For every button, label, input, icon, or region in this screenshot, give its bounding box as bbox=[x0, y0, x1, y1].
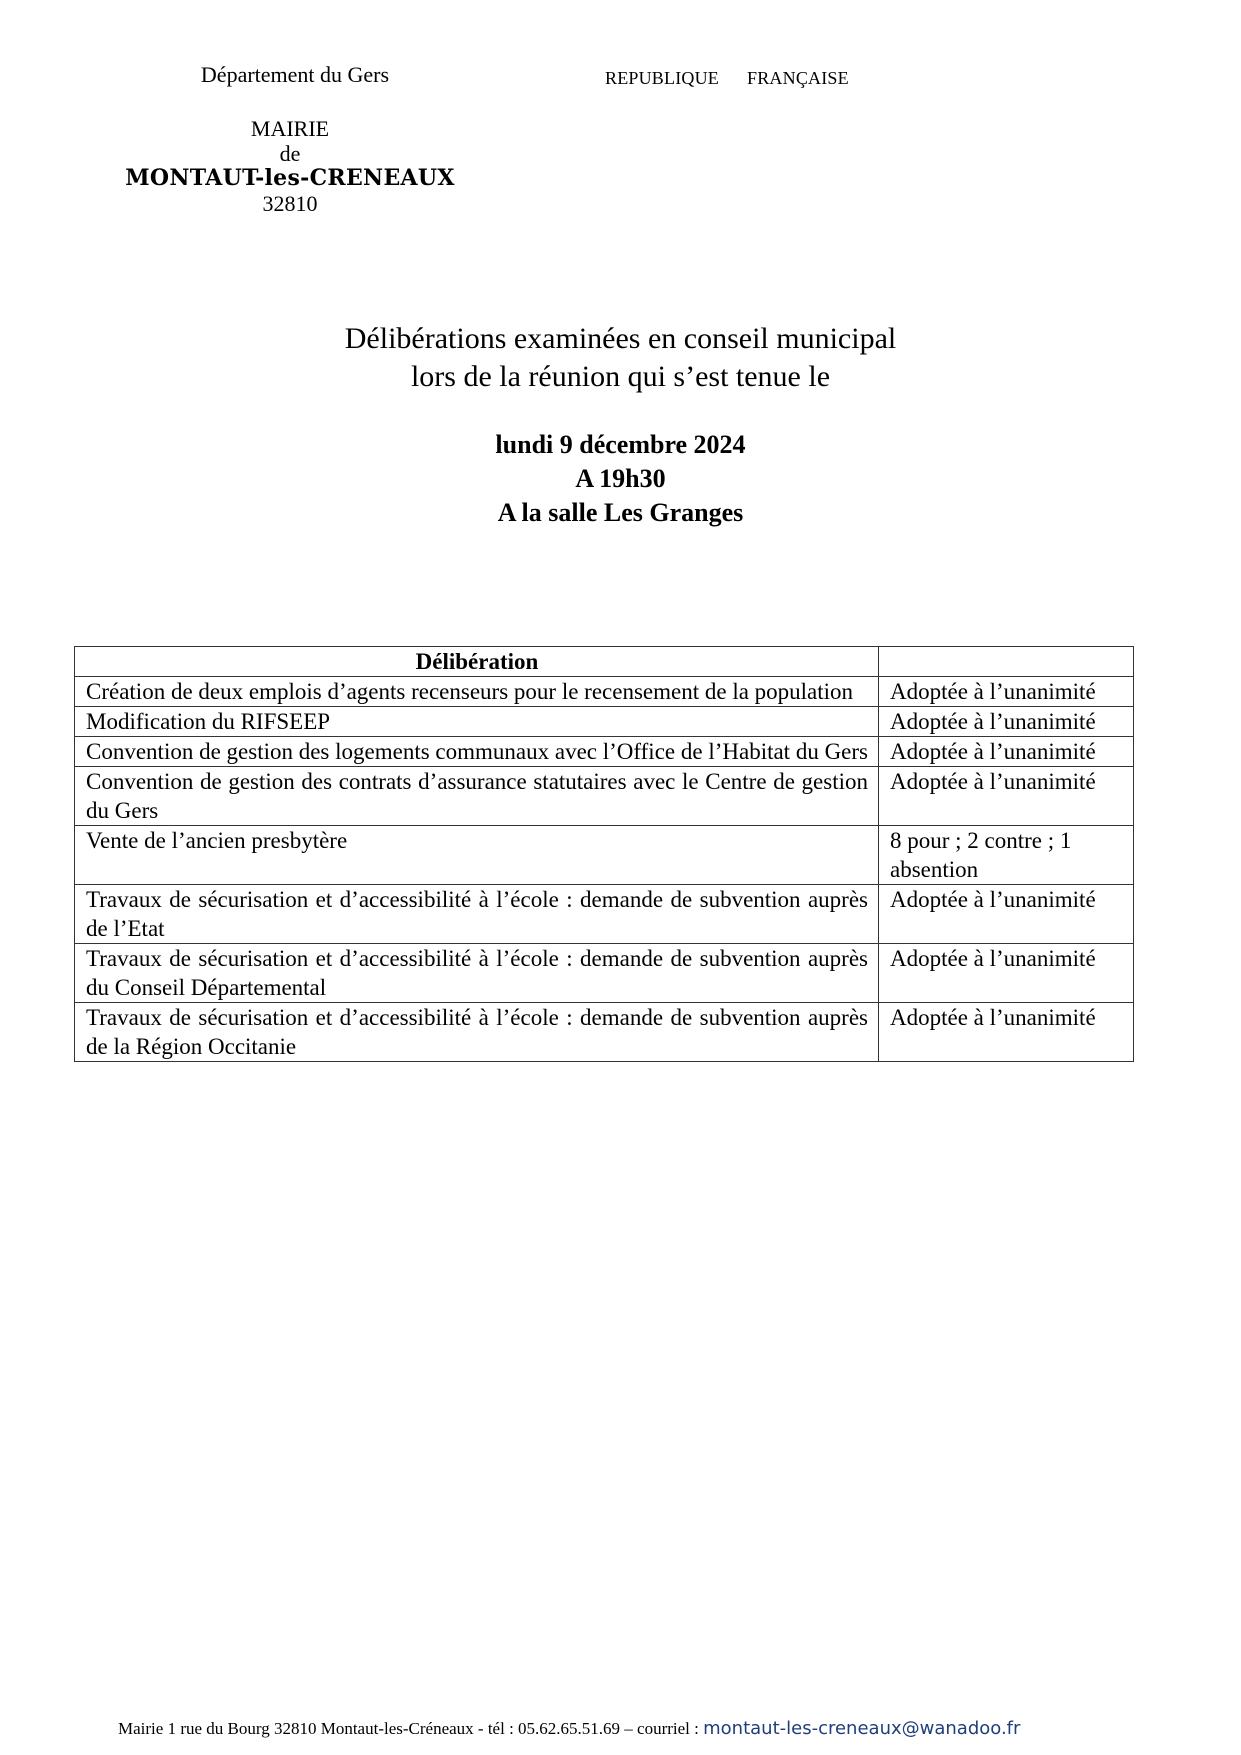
mairie-header bbox=[100, 116, 480, 216]
deliberations-table bbox=[74, 646, 1134, 1062]
table-row bbox=[75, 826, 1134, 885]
republique-francaise-label bbox=[605, 68, 849, 89]
table-row bbox=[75, 885, 1134, 944]
document-title bbox=[0, 320, 1241, 396]
table-row bbox=[75, 707, 1134, 737]
row-result: Adoptée à l’unanimité bbox=[879, 885, 1134, 944]
header-result bbox=[879, 647, 1134, 677]
row-result: Adoptée à l’unanimité bbox=[879, 944, 1134, 1003]
commune-name: MONTAUT-les-CRENEAUX bbox=[125, 165, 455, 191]
row-subject: Travaux de sécurisation et d’accessibilité à l’école : demande de subvention auprès de l’Etat bbox=[75, 885, 879, 944]
row-subject: Convention de gestion des contrats d’assurance statutaires avec le Centre de gestion du Gers bbox=[75, 767, 879, 826]
row-subject: Travaux de sécurisation et d’accessibilité à l’école : demande de subvention auprès de la Région Occitanie bbox=[75, 1003, 879, 1062]
table-row bbox=[75, 737, 1134, 767]
title-line-1: Délibérations examinées en conseil municipal bbox=[344, 322, 897, 355]
footer-email-link[interactable]: montaut-les-creneaux@wanadoo.fr bbox=[703, 1718, 1021, 1739]
mairie-label: MAIRIE bbox=[250, 116, 330, 141]
mairie-de: de bbox=[279, 141, 301, 166]
footer bbox=[118, 1718, 1020, 1739]
table-row bbox=[75, 677, 1134, 707]
postcode: 32810 bbox=[262, 191, 318, 216]
row-result: Adoptée à l’unanimité bbox=[879, 767, 1134, 826]
title-line-2: lors de la réunion qui s’est tenue le bbox=[410, 360, 831, 393]
meeting-date: lundi 9 décembre 2024 bbox=[495, 430, 746, 459]
row-result: Adoptée à l’unanimité bbox=[879, 707, 1134, 737]
row-result: Adoptée à l’unanimité bbox=[879, 677, 1134, 707]
table-row bbox=[75, 767, 1134, 826]
row-subject: Vente de l’ancien presbytère bbox=[75, 826, 879, 885]
meeting-info bbox=[0, 428, 1241, 530]
table-row bbox=[75, 944, 1134, 1003]
row-subject: Modification du RIFSEEP bbox=[75, 707, 879, 737]
table-header-row bbox=[75, 647, 1134, 677]
row-result: Adoptée à l’unanimité bbox=[879, 1003, 1134, 1062]
row-result: Adoptée à l’unanimité bbox=[879, 737, 1134, 767]
row-result: 8 pour ; 2 contre ; 1 absention bbox=[879, 826, 1134, 885]
meeting-time: A 19h30 bbox=[575, 464, 666, 493]
row-subject: Travaux de sécurisation et d’accessibilité à l’école : demande de subvention auprès du Conseil Départemental bbox=[75, 944, 879, 1003]
footer-address: Mairie 1 rue du Bourg 32810 Montaut-les-Créneaux - tél : 05.62.65.51.69 – courriel : bbox=[118, 1719, 704, 1738]
header-deliberation: Délibération bbox=[75, 647, 879, 677]
table-row bbox=[75, 1003, 1134, 1062]
meeting-place: A la salle Les Granges bbox=[497, 498, 744, 527]
department-label: Département du Gers bbox=[200, 62, 390, 87]
republique-word: REPUBLIQUE bbox=[605, 68, 719, 88]
francaise-word: FRANÇAISE bbox=[747, 68, 849, 88]
row-subject: Convention de gestion des logements communaux avec l’Office de l’Habitat du Gers bbox=[75, 737, 879, 767]
row-subject: Création de deux emplois d’agents recenseurs pour le recensement de la population bbox=[75, 677, 879, 707]
